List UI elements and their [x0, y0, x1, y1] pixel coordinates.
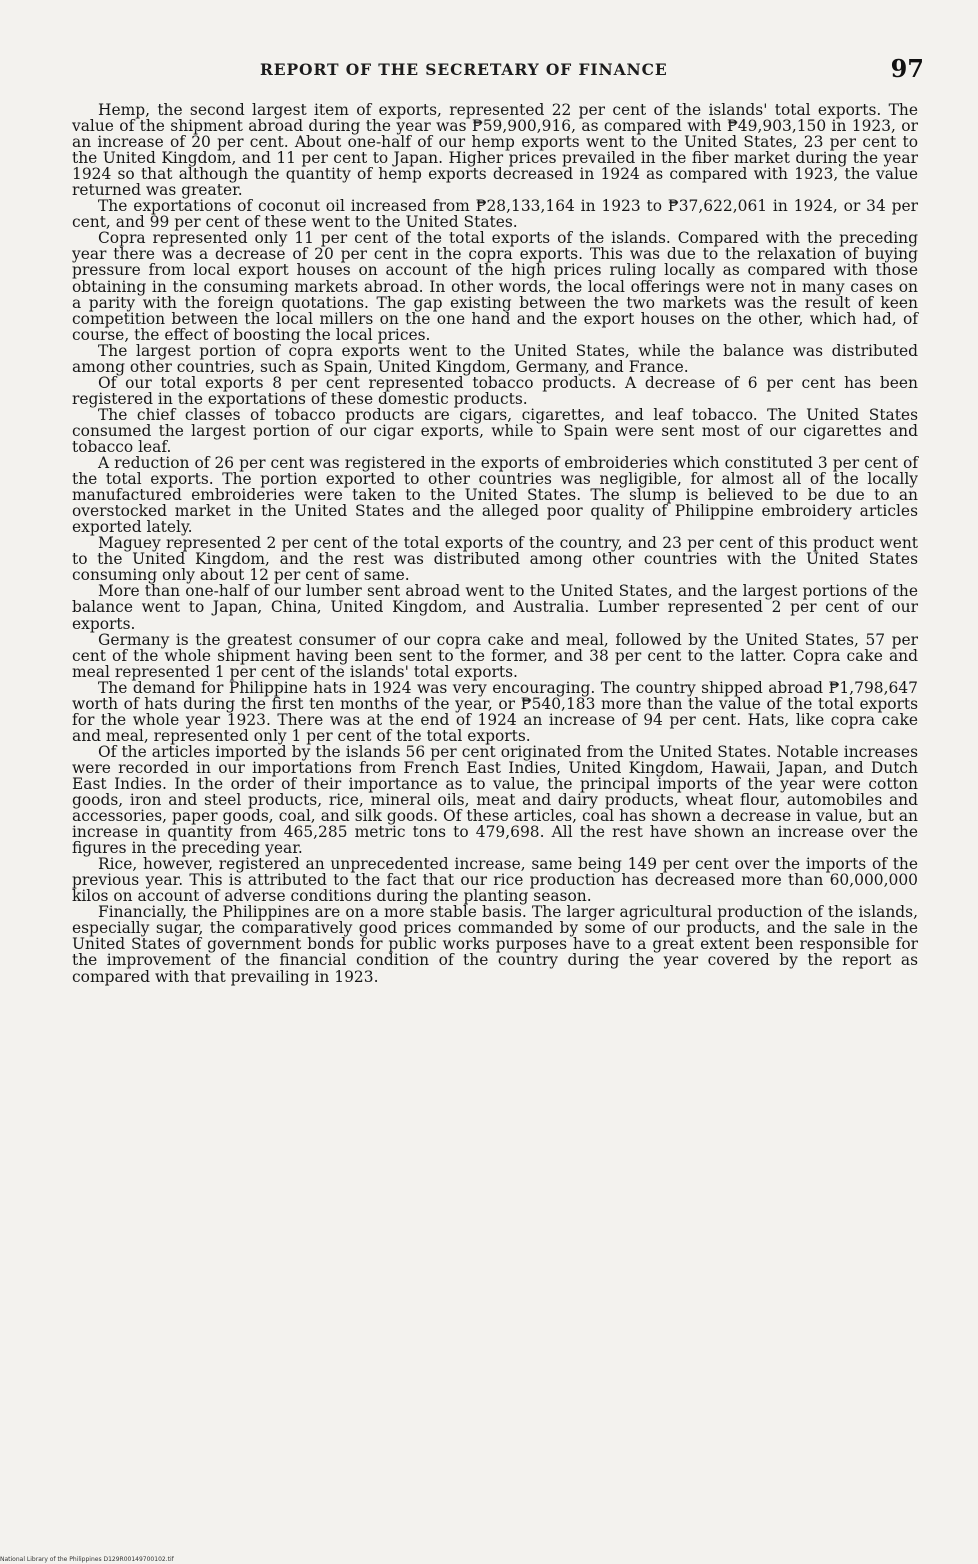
paragraph-financial: Financially, the Philippines are on a more stable basis. The larger agricultural production of the islands, especially sugar, the comparatively good prices commanded by some of our products, and the sale in the United States of government bonds for public works purposes have to a great extent been responsible for the improvement of the financial condition of the country during the year covered by the report as compared with that prevailing in 1923.	[72, 903, 918, 986]
paragraph-tobacco-classes: The chief classes of tobacco products are cigars, cigarettes, and leaf tobacco. The United States consumed the largest portion of our cigar exports, while to Spain were sent most of our cigarettes and tobacco leaf.	[72, 405, 918, 456]
paragraph-embroideries: A reduction of 26 per cent was registered in the exports of embroideries which constituted 3 per cent of the total exports. The portion exported to other countries was negligible, for almost all of the locally manufactured embroideries were taken to the United States. The slump is believed to be due to an overstocked market in the United States and the alleged poor quality of Philippine embroidery articles exported lately.	[72, 454, 918, 537]
paragraph-hats: The demand for Philippine hats in 1924 was very encouraging. The country shipped abroad ₱1,798,647 worth of hats during the first ten months of the year, or ₱540,183 more than the value of the total exports for the whole year 1923. There was at the end of 1924 an increase of 94 per cent. Hats, like copra cake and meal, represented only 1 per cent of the total exports.	[72, 678, 918, 745]
paragraph-coconut-oil: The exportations of coconut oil increased from ₱28,133,164 in 1923 to ₱37,622,061 in 1924, or 34 per cent, and 99 per cent of these went to the United States.	[72, 197, 918, 232]
paragraph-lumber: More than one-half of our lumber sent abroad went to the United States, and the largest portions of the balance went to Japan, China, United Kingdom, and Australia. Lumber represented 2 per cent of our exports.	[72, 582, 918, 633]
paragraph-tobacco: Of our total exports 8 per cent represented tobacco products. A decrease of 6 per cent has been registered in the exportations of these domestic products.	[72, 373, 918, 408]
page-header	[74, 54, 930, 86]
page-number: 97	[890, 54, 924, 83]
paragraph-hemp: Hemp, the second largest item of exports, represented 22 per cent of the islands' total exports. The value of the shipment abroad during the year was ₱59,900,916, as compared with ₱49,903,150 in 1923, or an increase of 20 per cent. About one-half of our hemp exports went to the United States, 23 per cent to the United Kingdom, and 11 per cent to Japan. Higher prices prevailed in the fiber market during the year 1924 so that although the quantity of hemp exports decreased in 1924 as compared with 1923, the value returned was greater.	[72, 101, 918, 200]
paragraph-copra-cake: Germany is the greatest consumer of our copra cake and meal, followed by the United States, 57 per cent of the whole shipment having been sent to the former, and 38 per cent to the latter. Copra cake and meal represented 1 per cent of the islands' total exports.	[72, 630, 918, 681]
body-text	[72, 102, 918, 985]
paragraph-copra: Copra represented only 11 per cent of the total exports of the islands. Compared with the preceding year there was a decrease of 20 per cent in the copra exports. This was due to the relaxation of buying pressure from local export houses on account of the high prices ruling locally as compared with those obtaining in the consuming markets abroad. In other words, the local offerings were not in many cases on a parity with the foreign quotations. The gap existing between the two markets was the result of keen competition between the local millers on the one hand and the export houses on the other, which had, of course, the effect of boosting the local prices.	[72, 229, 918, 344]
scan-footer-note: National Library of the Philippines D129R00149700102.tif	[0, 1556, 174, 1563]
running-title: REPORT OF THE SECRETARY OF FINANCE	[260, 60, 668, 79]
paragraph-imports: Of the articles imported by the islands 56 per cent originated from the United States. Notable increases were recorded in our importations from French East Indies, United Kingdom, Hawaii, Japan, and Dutch East Indies. In the order of their importance as to value, the principal imports of the year were cotton goods, iron and steel products, rice, mineral oils, meat and dairy products, wheat flour, automobiles and accessories, paper goods, coal, and silk goods. Of these articles, coal has shown a decrease in value, but an increase in quantity from 465,285 metric tons to 479,698. All the rest have shown an increase over the figures in the preceding year.	[72, 742, 918, 858]
paragraph-copra-destinations: The largest portion of copra exports went to the United States, while the balance was distributed among other countries, such as Spain, United Kingdom, Germany, and France.	[72, 341, 918, 376]
paragraph-rice: Rice, however, registered an unprecedented increase, same being 149 per cent over the imports of the previous year. This is attributed to the fact that our rice production has decreased more than 60,000,000 kilos on account of adverse conditions during the planting season.	[72, 855, 918, 906]
paragraph-maguey: Maguey represented 2 per cent of the total exports of the country, and 23 per cent of this product went to the United Kingdom, and the rest was distributed among other countries with the United States consuming only about 12 per cent of same.	[72, 534, 918, 585]
